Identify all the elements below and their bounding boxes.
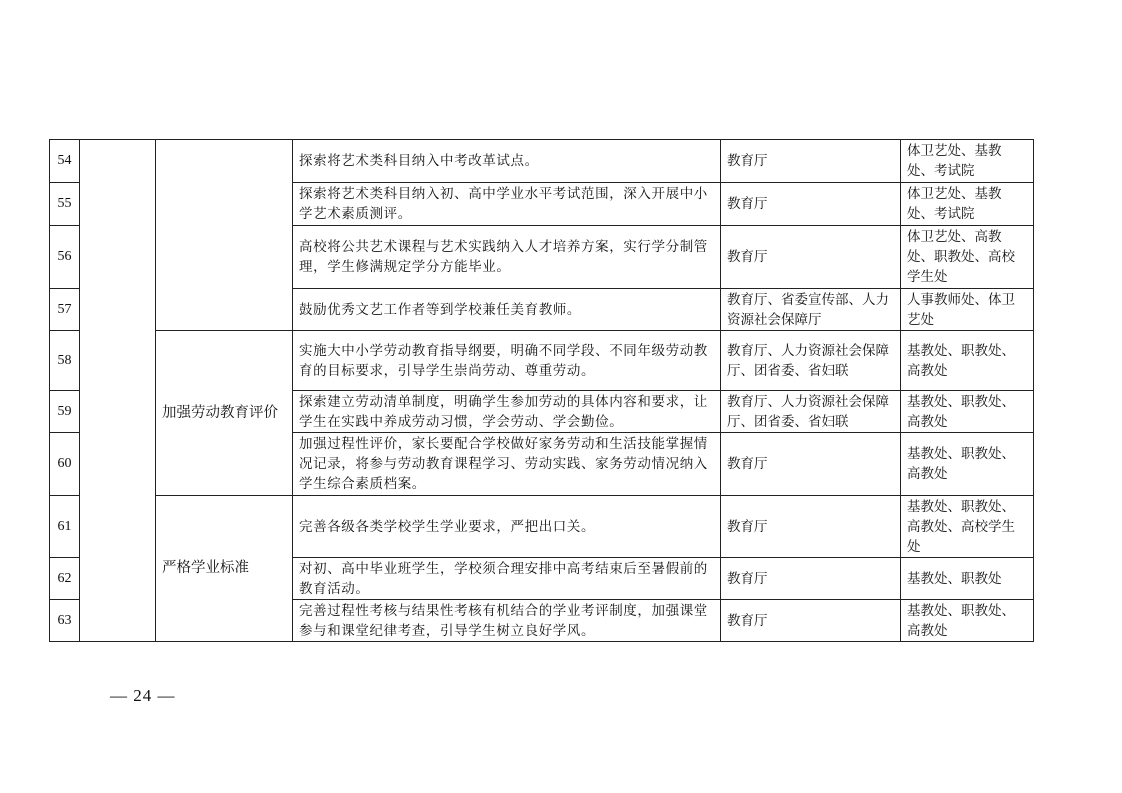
lead-unit: 教育厅 xyxy=(721,600,901,642)
table-row xyxy=(50,496,1034,558)
lead-unit: 教育厅 xyxy=(721,433,901,496)
task-content: 完善过程性考核与结果性考核有机结合的学业考评制度，加强课堂参与和课堂纪律考查，引导学生树立良好学风。 xyxy=(293,600,721,642)
lead-unit: 教育厅 xyxy=(721,558,901,600)
row-number: 54 xyxy=(50,140,80,183)
responsible-dept: 体卫艺处、高教处、职教处、高校学生处 xyxy=(901,226,1034,289)
table-row xyxy=(50,140,1034,183)
row-number: 60 xyxy=(50,433,80,496)
responsible-dept: 基教处、职教处、高教处 xyxy=(901,600,1034,642)
lead-unit: 教育厅 xyxy=(721,226,901,289)
task-content: 探索建立劳动清单制度，明确学生参加劳动的具体内容和要求，让学生在实践中养成劳动习惯，学会劳动、学会勤俭。 xyxy=(293,391,721,433)
table-row xyxy=(50,331,1034,391)
row-number: 57 xyxy=(50,289,80,331)
row-number: 56 xyxy=(50,226,80,289)
responsible-dept: 基教处、职教处 xyxy=(901,558,1034,600)
responsible-dept: 基教处、职教处、高教处 xyxy=(901,331,1034,391)
task-content: 完善各级各类学校学生学业要求，严把出口关。 xyxy=(293,496,721,558)
task-content: 探索将艺术类科目纳入初、高中学业水平考试范围，深入开展中小学艺术素质测评。 xyxy=(293,183,721,226)
lead-unit: 教育厅 xyxy=(721,140,901,183)
row-number: 62 xyxy=(50,558,80,600)
page-number: — 24 — xyxy=(110,686,176,705)
lead-unit: 教育厅、人力资源社会保障厅、团省委、省妇联 xyxy=(721,391,901,433)
lead-unit: 教育厅、人力资源社会保障厅、团省委、省妇联 xyxy=(721,331,901,391)
category-cell-empty xyxy=(156,140,293,331)
category-academic-standards: 严格学业标准 xyxy=(156,496,293,642)
row-number: 63 xyxy=(50,600,80,642)
task-content: 高校将公共艺术课程与艺术实践纳入人才培养方案，实行学分制管理，学生修满规定学分方能毕业。 xyxy=(293,226,721,289)
lead-unit: 教育厅 xyxy=(721,496,901,558)
row-number: 59 xyxy=(50,391,80,433)
task-content: 探索将艺术类科目纳入中考改革试点。 xyxy=(293,140,721,183)
task-content: 对初、高中毕业班学生，学校须合理安排中高考结束后至暑假前的教育活动。 xyxy=(293,558,721,600)
responsible-dept: 体卫艺处、基教处、考试院 xyxy=(901,183,1034,226)
row-number: 55 xyxy=(50,183,80,226)
task-content: 实施大中小学劳动教育指导纲要，明确不同学段、不同年级劳动教育的目标要求，引导学生崇尚劳动、尊重劳动。 xyxy=(293,331,721,391)
responsible-dept: 体卫艺处、基教处、考试院 xyxy=(901,140,1034,183)
task-content: 鼓励优秀文艺工作者等到学校兼任美育教师。 xyxy=(293,289,721,331)
lead-unit: 教育厅、省委宣传部、人力资源社会保障厅 xyxy=(721,289,901,331)
responsible-dept: 基教处、职教处、高教处、高校学生处 xyxy=(901,496,1034,558)
row-number: 58 xyxy=(50,331,80,391)
row-number: 61 xyxy=(50,496,80,558)
responsible-dept: 基教处、职教处、高教处 xyxy=(901,391,1034,433)
section-cell-empty xyxy=(80,140,156,642)
responsible-dept: 基教处、职教处、高教处 xyxy=(901,433,1034,496)
task-content: 加强过程性评价，家长要配合学校做好家务劳动和生活技能掌握情况记录，将参与劳动教育课程学习、劳动实践、家务劳动情况纳入学生综合素质档案。 xyxy=(293,433,721,496)
category-labor-evaluation: 加强劳动教育评价 xyxy=(156,331,293,496)
reform-table xyxy=(49,139,1034,642)
lead-unit: 教育厅 xyxy=(721,183,901,226)
responsible-dept: 人事教师处、体卫艺处 xyxy=(901,289,1034,331)
